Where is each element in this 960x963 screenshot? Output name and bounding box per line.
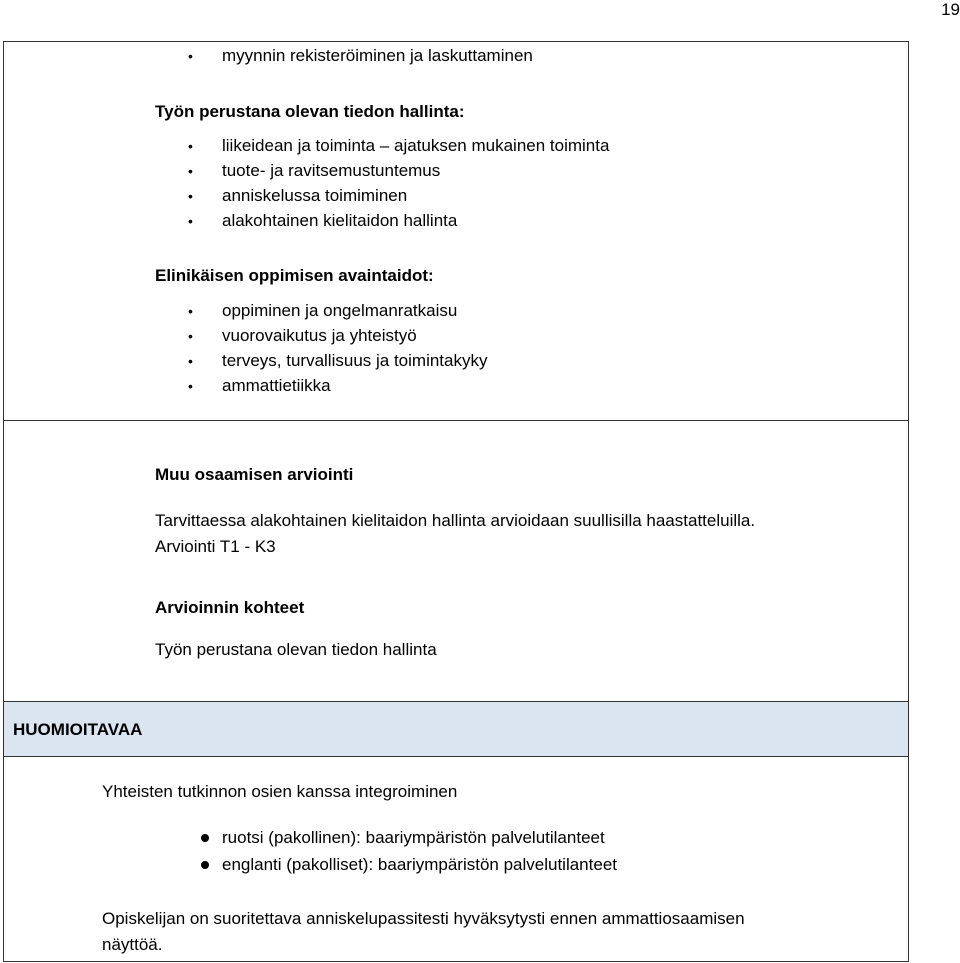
bullet-icon: •: [188, 378, 193, 394]
notes-heading: HUOMIOITAVAA: [13, 720, 143, 739]
bullet-icon: •: [188, 303, 193, 319]
lifelong-heading: Elinikäisen oppimisen avaintaidot:: [155, 266, 434, 285]
list-item: terveys, turvallisuus ja toimintakyky: [222, 351, 488, 370]
assessment-text: Tarvittaessa alakohtainen kielitaidon hallinta arvioidaan suullisilla haastatteluilla.: [155, 511, 756, 530]
integration-text: Yhteisten tutkinnon osien kanssa integroiminen: [102, 782, 458, 801]
page-number: 19: [941, 0, 960, 19]
bullet-icon: •: [188, 213, 193, 229]
list-item: alakohtainen kielitaidon hallinta: [222, 211, 458, 230]
list-item: myynnin rekisteröiminen ja laskuttaminen: [222, 46, 533, 65]
bullet-icon: [201, 861, 209, 869]
bullet-icon: •: [188, 48, 193, 64]
bullet-icon: •: [188, 353, 193, 369]
note-text: Opiskelijan on suoritettava anniskelupassitesti hyväksytysti ennen ammattiosaamisen: [102, 909, 745, 928]
list-item: ammattietiikka: [222, 376, 331, 395]
bullet-icon: •: [188, 328, 193, 344]
list-item: liikeidean ja toiminta – ajatuksen mukainen toiminta: [222, 136, 610, 155]
bullet-icon: •: [188, 163, 193, 179]
assessment-scale: Arviointi T1 - K3: [155, 537, 276, 556]
list-item: anniskelussa toimiminen: [222, 186, 408, 205]
other-assessment-heading: Muu osaamisen arviointi: [155, 465, 354, 484]
knowledge-heading: Työn perustana olevan tiedon hallinta:: [155, 102, 465, 121]
assessment-targets-heading: Arvioinnin kohteet: [155, 598, 305, 617]
assessment-targets-text: Työn perustana olevan tiedon hallinta: [155, 640, 437, 659]
bullet-icon: •: [188, 138, 193, 154]
list-item: vuorovaikutus ja yhteistyö: [222, 326, 417, 345]
assessment-section: [3, 420, 909, 702]
list-item: ruotsi (pakollinen): baariympäristön palvelutilanteet: [222, 828, 605, 847]
list-item: englanti (pakolliset): baariympäristön palvelutilanteet: [222, 855, 617, 874]
list-item: tuote- ja ravitsemustuntemus: [222, 161, 441, 180]
bullet-icon: [201, 834, 209, 842]
note-text-continued: näyttöä.: [102, 935, 163, 954]
bullet-icon: •: [188, 188, 193, 204]
list-item: oppiminen ja ongelmanratkaisu: [222, 301, 458, 320]
